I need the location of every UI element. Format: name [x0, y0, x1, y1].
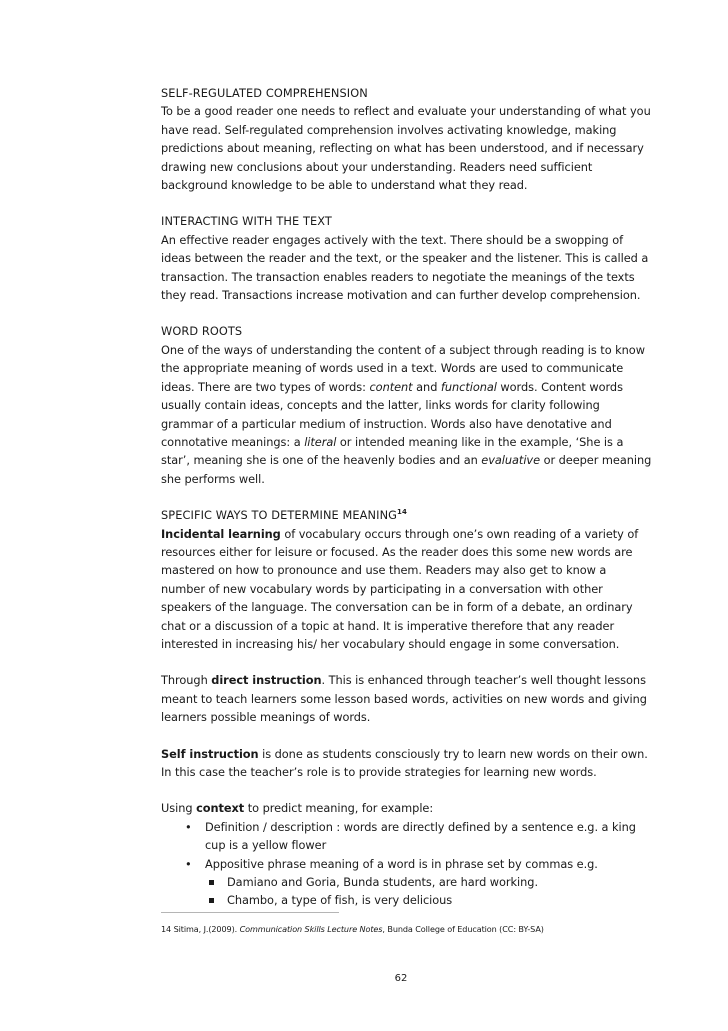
emphasis-evaluative: evaluative — [481, 453, 541, 468]
paragraph-word-roots: One of the ways of understanding the content of a subject through reading is to know the appropriate meaning of words used in a text. Words are used to communicate ideas. There are two types of words: content and functional words. Content words usually contain ideas, concepts and the latter, links words for clarity following grammar of a particular medium of instruction. Words also have denotative and connotative meanings: a literal or intended meaning like in the example, ‘She is a star’, meaning she is one of the heavenly bodies and an evaluative or deeper meaning she performs well. — [161, 342, 652, 486]
section-heading-specific-ways: SPECIFIC WAYS TO DETERMINE MEANING$^{14}$ — [161, 508, 407, 523]
section-heading-self-regulated: SELF-REGULATED COMPREHENSION — [161, 86, 368, 100]
paragraph-self-regulated: To be a good reader one needs to reflect and evaluate your understanding of what you have read. Self-regulated comprehension involves activating knowledge, making predictions about meaning, reflecting on what has been understood, and if necessary drawing new conclusions about your understanding. Readers need sufficient background knowledge to be able to understand what they read. — [161, 104, 651, 193]
paragraph-interacting: An effective reader engages actively with the text. There should be a swopping of ideas between the reader and the text, or the speaker and the listener. This is called a transaction. The transaction enables readers to negotiate the meanings of the texts they read. Transactions increase motivation and can further develop comprehension. — [161, 232, 649, 303]
list-item: • Appositive phrase meaning of a word is in phrase set by commas e.g. Damiano and Goria, Bunda students, are hard working. Chambo, a type of fish, is very delicious — [161, 855, 653, 910]
section-heading-interacting: INTERACTING WITH THE TEXT — [161, 214, 332, 229]
section-heading-word-roots: WORD ROOTS — [161, 324, 243, 339]
square-bullet-icon — [209, 898, 214, 903]
list-item: Chambo, a type of fish, is very delicious — [205, 891, 653, 909]
footnote-reference[interactable]: 14 — [397, 508, 407, 517]
footnote-divider — [161, 912, 339, 913]
paragraph-incidental-learning: Incidental learning of vocabulary occurs through one’s own reading of a variety of resources either for leisure or focused. As the reader does this some new words are mastered on how to pronounce and use them. Readers may also get to know a number of new vocabulary words by participating in a conversation with other speakers of the language. The conversation can be in form of a debate, an ordinary chat or a discussion of a topic at hand. It is imperative therefore that any reader interested in increasing his/ her vocabulary should engage in some conversation. — [161, 526, 639, 651]
sub-bullet-list — [205, 873, 653, 910]
paragraph-context: Using context to predict meaning, for example: — [161, 801, 434, 816]
paragraph-self-instruction: Self instruction is done as students consciously try to learn new words on their own. In this case the teacher’s role is to provide strategies for learning new words. — [161, 746, 648, 779]
paragraph-direct-instruction: Through direct instruction. This is enhanced through teacher’s well thought lessons meant to teach learners some lesson based words, activities on new words and giving learners possible meanings of words. — [161, 673, 647, 725]
footnote: 14 Sitima, J.(2009). Communication Skills Lecture Notes, Bunda College of Education (CC: BY-SA) — [161, 924, 544, 934]
page-content — [161, 84, 653, 910]
list-item: Damiano and Goria, Bunda students, are hard working. — [205, 873, 653, 891]
page-number: 62 — [394, 973, 408, 984]
bullet-icon: • — [185, 856, 192, 871]
bullet-icon: • — [185, 819, 192, 834]
emphasis-literal: literal — [304, 434, 337, 449]
bullet-list — [161, 818, 653, 910]
emphasis-functional: functional — [440, 379, 497, 394]
list-item: • Definition / description : words are directly defined by a sentence e.g. a king cup is a yellow flower — [185, 819, 636, 853]
footnote-title: Communication Skills Lecture Notes — [239, 924, 383, 934]
square-bullet-icon — [209, 880, 214, 885]
emphasis-content: content — [369, 379, 413, 394]
